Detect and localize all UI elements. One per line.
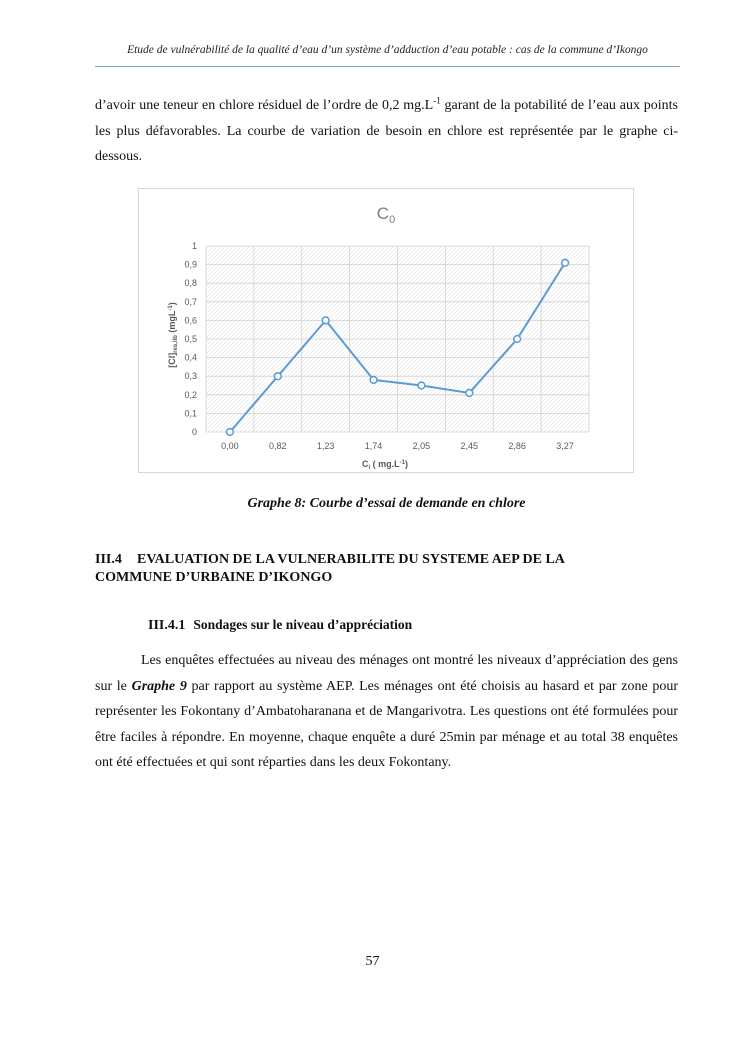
- y-axis-label: $[Cl]_{res,lib}$ (mgL$^{-1}$): [167, 302, 179, 368]
- subsection-number: III.4.1: [148, 618, 186, 633]
- data-point: [562, 259, 569, 266]
- x-tick-label: 2,86: [508, 441, 526, 451]
- data-point: [227, 429, 234, 436]
- figure-caption: Graphe 8: Courbe d’essai de demande en chlore: [247, 496, 526, 511]
- y-tick-label: 0,4: [184, 352, 197, 363]
- y-tick-label: 0,1: [184, 408, 197, 419]
- y-tick-label: 0,2: [184, 389, 197, 400]
- x-axis-label: $C_i$ ( $mg.L^{-1}$): [361, 459, 409, 471]
- y-tick-label: 1: [191, 241, 197, 251]
- data-point: [466, 390, 473, 397]
- subsection-heading: [148, 617, 412, 634]
- section-heading: [95, 551, 565, 587]
- running-header: Etude de vulnérabilité de la qualité d’eau d’un système d’adduction d’eau potable : cas de la commune d’Ikongo: [127, 44, 648, 56]
- y-tick-label: 0,3: [184, 371, 197, 382]
- graph-reference: Graphe 9: [131, 678, 187, 694]
- y-tick-label: 0,6: [184, 315, 197, 326]
- chart-title: $C_0$: [376, 204, 396, 226]
- chart-container: [138, 188, 634, 473]
- section-title-line2: COMMUNE D’URBAINE D’IKONGO: [95, 570, 333, 585]
- y-tick-label: 0,7: [184, 296, 197, 307]
- header-rule: [95, 66, 680, 67]
- x-tick-label: 1,23: [316, 441, 335, 451]
- x-tick-label: 1,74: [364, 441, 383, 451]
- data-point: [418, 382, 425, 389]
- x-tick-label: 0,82: [269, 441, 287, 451]
- survey-text-2: par rapport au système AEP. Les ménages ont été choisis au hasard et par zone pour représenter les Fokontany d’Ambatoharanana et de Mangarivotra. Les questions ont été formulées pour être faciles à répondre. En moyenne, chaque enquête a duré 25min par ménage et au total 38 enquêtes ont été effectuées et qui sont réparties dans les deux Fokontany.: [95, 678, 679, 770]
- chlorine-demand-chart: [139, 189, 633, 472]
- y-tick-label: 0,8: [184, 278, 197, 289]
- data-point: [322, 317, 329, 324]
- page-number: 57: [365, 954, 380, 969]
- y-tick-label: 0,9: [184, 259, 197, 270]
- section-title-line1: EVALUATION DE LA VULNERABILITE DU SYSTEME AEP DE LA: [137, 552, 565, 567]
- survey-paragraph: [95, 648, 678, 776]
- data-point: [274, 373, 281, 380]
- intro-superscript: -1: [433, 95, 441, 106]
- y-tick-label: 0: [191, 427, 197, 437]
- x-tick-label: 2,05: [412, 441, 431, 451]
- intro-text-2: garant de la potabilité de l’eau aux points les plus défavorables. La courbe de variation de besoin en chlore est représentée par le graphe ci-dessous.: [95, 98, 678, 164]
- data-point: [370, 377, 377, 384]
- data-point: [514, 336, 521, 343]
- intro-paragraph: [95, 93, 678, 170]
- x-tick-label: 0,00: [221, 441, 239, 451]
- x-tick-label: 2,45: [460, 441, 479, 451]
- x-tick-label: 3,27: [556, 441, 574, 451]
- y-tick-label: 0,5: [184, 334, 197, 344]
- survey-text-1: Les enquêtes effectuées au niveau des ménages ont montré les niveaux d’appréciation des gens sur le: [95, 653, 678, 694]
- subsection-title: Sondages sur le niveau d’appréciation: [193, 617, 413, 632]
- intro-text-1: d’avoir une teneur en chlore résiduel de l’ordre de 0,2 mg.L: [95, 98, 434, 113]
- section-number: III.4: [95, 552, 122, 567]
